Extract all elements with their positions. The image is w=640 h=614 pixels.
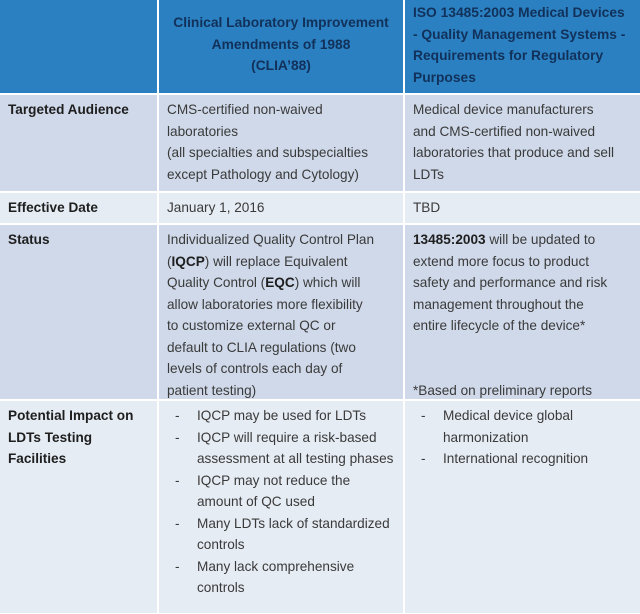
text-fragment: will be updated to	[485, 232, 596, 247]
spacer	[413, 337, 634, 380]
status-iso	[405, 225, 640, 399]
list-item	[167, 405, 395, 427]
row-label-targeted-audience: Targeted Audience	[0, 95, 157, 191]
header-clia-line: Clinical Laboratory Improvement	[173, 15, 389, 30]
header-blank-cell	[0, 0, 157, 93]
text-line: entire lifecycle of the device*	[413, 318, 586, 333]
text-line: except Pathology and Cytology)	[167, 166, 359, 182]
bullet-list	[413, 405, 634, 470]
text-line: default to CLIA regulations (two	[167, 339, 356, 355]
list-item-text: IQCP may be used for LDTs	[197, 408, 366, 423]
row-label-status: Status	[0, 225, 157, 399]
footnote: *Based on preliminary reports	[413, 382, 593, 398]
bullet-list	[167, 405, 395, 599]
text-line	[167, 251, 395, 273]
dash-bullet-icon: -	[175, 429, 180, 445]
list-item-text: IQCP will require a risk-based assessment at all testing phases	[197, 429, 394, 466]
header-clia-line: (CLIA’88)	[251, 58, 311, 73]
effective-date-clia: January 1, 2016	[159, 193, 403, 223]
targeted-audience-clia	[159, 95, 403, 191]
list-item	[413, 405, 634, 448]
list-item	[167, 513, 395, 556]
text-line: CMS-certified non-waived	[167, 102, 323, 117]
targeted-audience-iso	[405, 95, 640, 191]
text-line	[167, 272, 395, 294]
text-line: management throughout the	[413, 296, 584, 312]
list-item	[167, 427, 395, 470]
iqcp-bold: IQCP	[171, 253, 205, 269]
row-label-potential-impact	[0, 401, 157, 613]
eqc-bold: EQC	[265, 275, 295, 290]
text-line: laboratories	[167, 123, 239, 139]
text-line: Potential Impact on	[8, 408, 134, 423]
text-fragment: Quality Control (	[167, 275, 266, 290]
text-line: Individualized Quality Control Plan	[167, 232, 375, 247]
text-fragment: ) will replace Equivalent	[204, 253, 348, 269]
dash-bullet-icon: -	[421, 408, 426, 423]
dash-bullet-icon: -	[175, 408, 180, 423]
header-clia	[159, 0, 403, 93]
status-clia	[159, 225, 403, 399]
list-item-text: Medical device global harmonization	[443, 408, 573, 445]
potential-impact-iso	[405, 401, 640, 613]
text-fragment: ) which will	[294, 275, 361, 290]
list-item-text: Many LDTs lack of standardized controls	[197, 515, 390, 552]
text-line: LDTs	[413, 166, 444, 182]
text-line: Medical device manufacturers	[413, 102, 594, 117]
effective-date-iso: TBD	[405, 193, 640, 223]
header-iso	[405, 0, 640, 93]
header-iso-line: Requirements for Regulatory	[413, 48, 604, 63]
dash-bullet-icon: -	[175, 472, 180, 488]
list-item	[167, 556, 395, 599]
row-label-effective-date: Effective Date	[0, 193, 157, 223]
iso-number-bold: 13485:2003	[413, 232, 486, 247]
potential-impact-clia	[159, 401, 403, 613]
header-iso-line: - Quality Management Systems -	[413, 26, 626, 42]
text-line: (all specialties and subspecialties	[167, 145, 368, 160]
text-line: LDTs Testing Facilities	[8, 429, 93, 466]
list-item-text: IQCP may not reduce the amount of QC used	[197, 472, 351, 509]
header-clia-line: Amendments of 1988	[211, 36, 351, 52]
text-line	[413, 229, 634, 251]
text-line: laboratories that produce and sell	[413, 145, 615, 160]
text-line: levels of controls each day of	[167, 361, 343, 376]
text-line: to customize external QC or	[167, 318, 336, 333]
list-item-text: Many lack comprehensive controls	[197, 558, 355, 595]
text-line: and CMS-certified non-waived	[413, 123, 596, 139]
header-iso-line: ISO 13485:2003 Medical Devices	[413, 5, 625, 20]
dash-bullet-icon: -	[421, 451, 426, 466]
dash-bullet-icon: -	[175, 558, 180, 574]
text-line: extend more focus to product	[413, 253, 590, 269]
list-item	[413, 448, 634, 470]
list-item	[167, 470, 395, 513]
text-line: safety and performance and risk	[413, 275, 608, 290]
text-fragment: (	[167, 253, 172, 269]
dash-bullet-icon: -	[175, 515, 180, 531]
list-item-text: International recognition	[443, 451, 589, 466]
text-line: patient testing)	[167, 382, 257, 398]
header-iso-line: Purposes	[413, 69, 476, 85]
text-line: allow laboratories more flexibility	[167, 296, 363, 312]
